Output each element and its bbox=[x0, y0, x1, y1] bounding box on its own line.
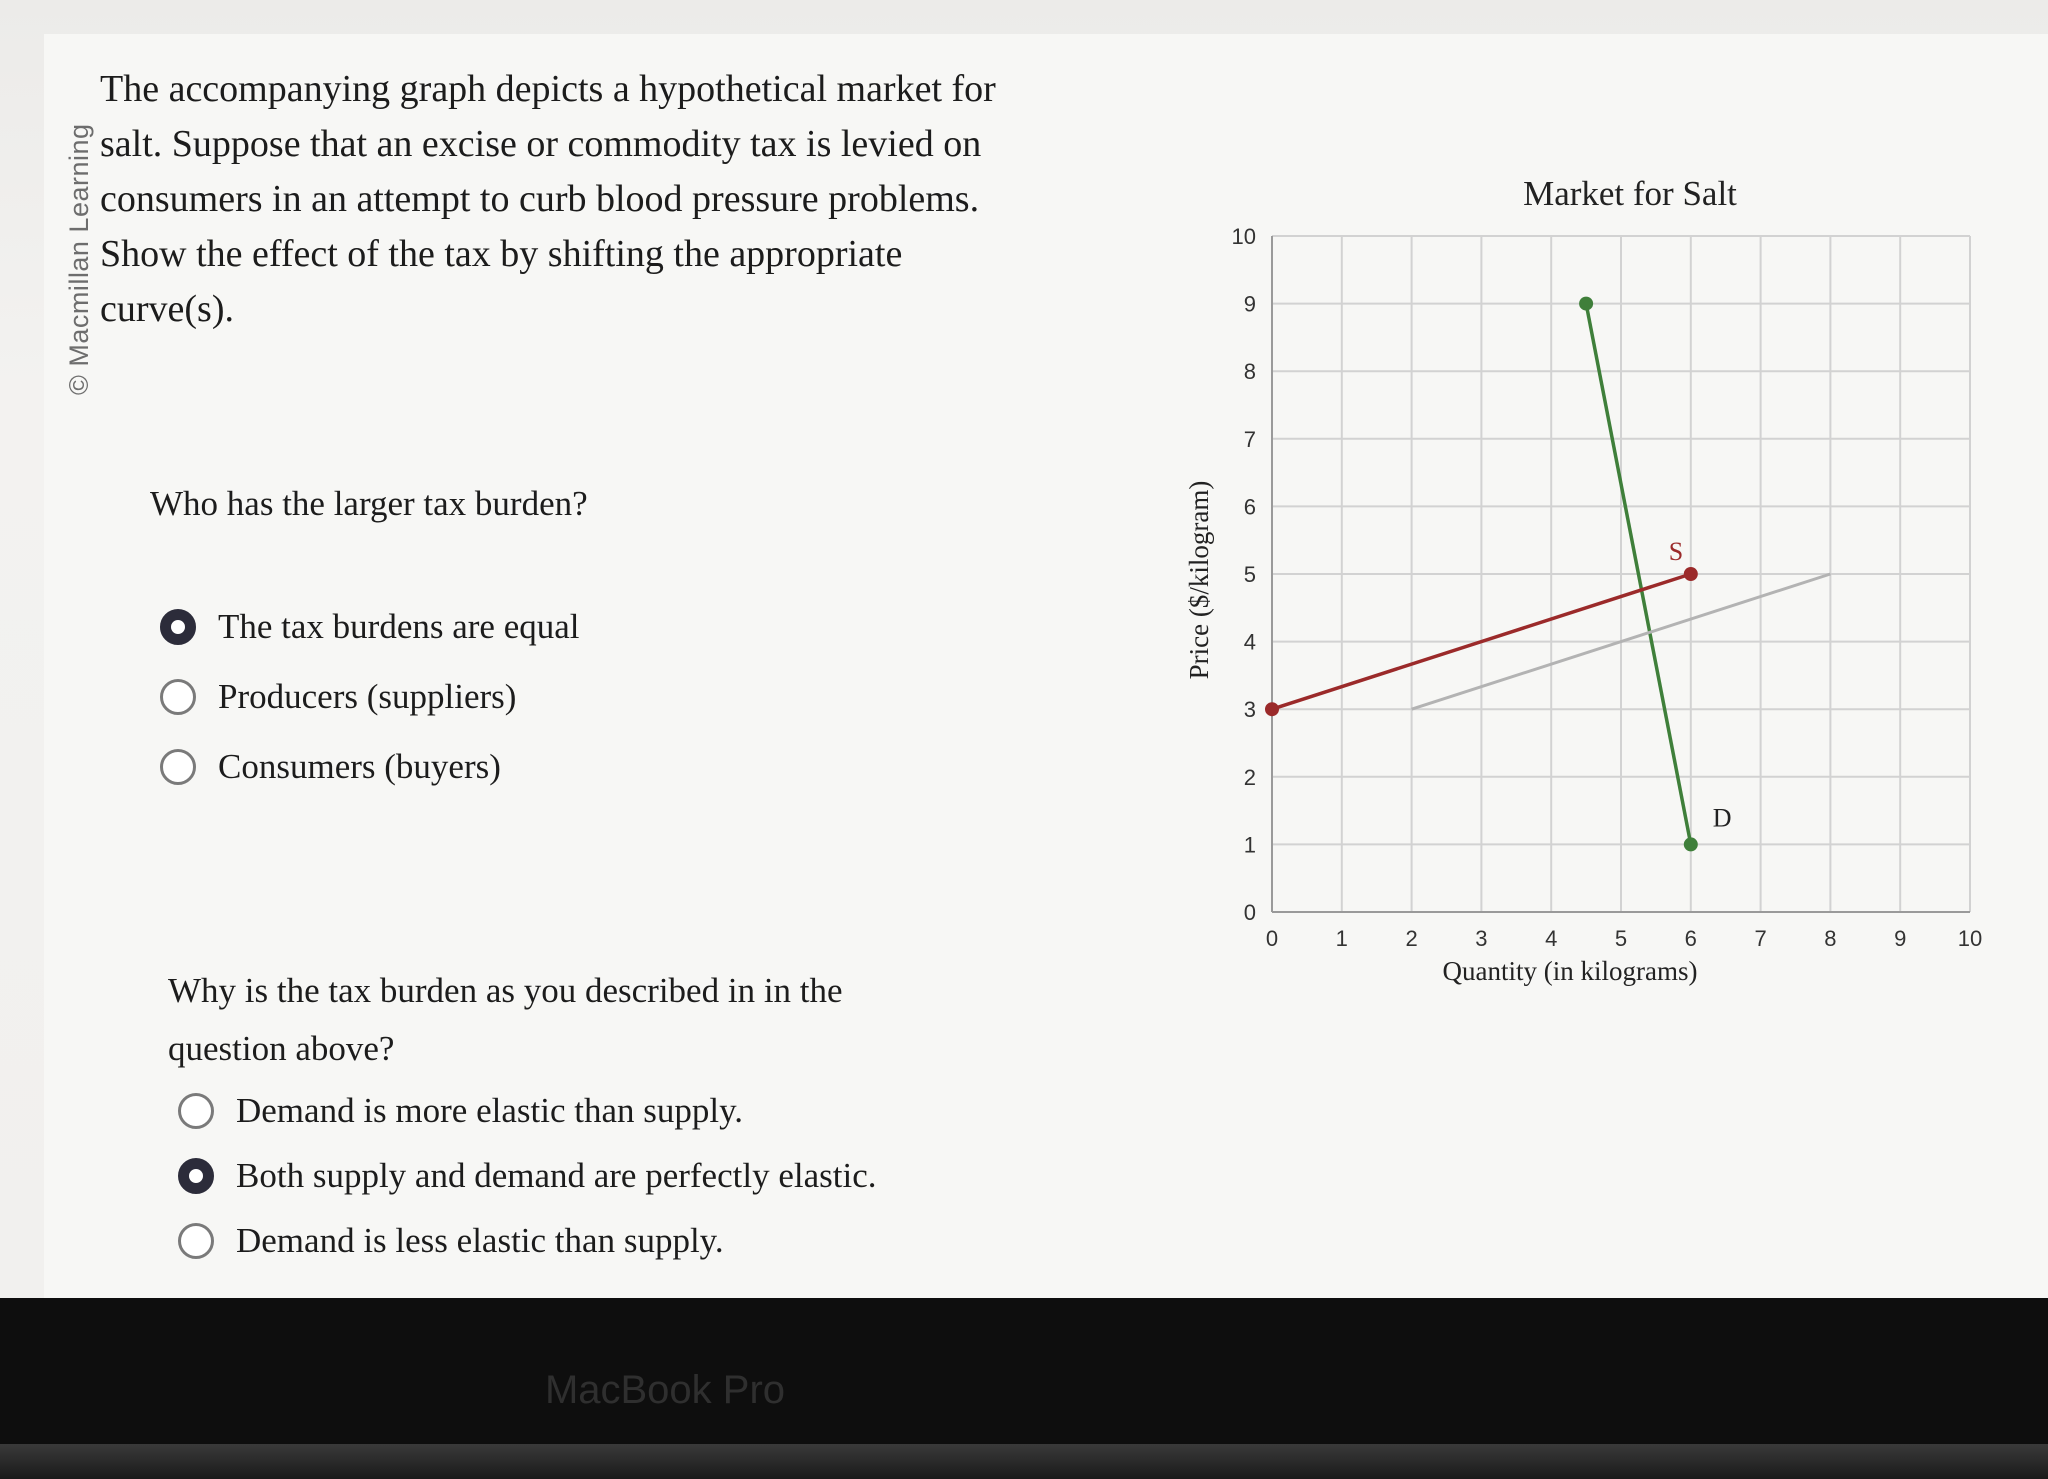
q2-option-demand-more-elastic[interactable] bbox=[178, 1078, 876, 1143]
x-axis-label: Quantity (in kilograms) bbox=[1442, 956, 1698, 986]
x-tick-label: 7 bbox=[1754, 926, 1767, 951]
y-tick-label: 3 bbox=[1243, 697, 1256, 723]
x-tick-label: 4 bbox=[1545, 926, 1558, 951]
bezel-label: MacBook Pro bbox=[544, 1368, 786, 1412]
radio-button[interactable] bbox=[178, 1223, 214, 1259]
question2-prompt: Why is the tax burden as you described in in the question above? bbox=[168, 971, 843, 1068]
y-tick-label: 9 bbox=[1243, 291, 1256, 317]
q2-option-perfectly-elastic[interactable] bbox=[178, 1143, 876, 1208]
radio-button[interactable] bbox=[160, 679, 196, 715]
y-tick-label: 8 bbox=[1243, 359, 1256, 385]
option-label: Demand is more elastic than supply. bbox=[236, 1090, 744, 1130]
chart-title: Market for Salt bbox=[1523, 174, 1737, 213]
radio-button[interactable] bbox=[160, 749, 196, 785]
x-tick-label: 8 bbox=[1824, 926, 1837, 951]
question2-options bbox=[178, 1078, 876, 1273]
y-tick-label: 0 bbox=[1243, 900, 1256, 925]
y-tick-label: 7 bbox=[1243, 426, 1256, 452]
market-chart[interactable] bbox=[1170, 160, 2030, 1020]
option-label: Producers (suppliers) bbox=[218, 677, 517, 716]
x-tick-label: 3 bbox=[1475, 926, 1488, 951]
y-tick-label: 1 bbox=[1243, 832, 1256, 858]
y-tick-label: 2 bbox=[1243, 764, 1256, 790]
x-tick-labels bbox=[1266, 926, 1982, 951]
x-tick-label: 5 bbox=[1614, 926, 1628, 951]
option-label: The tax burdens are equal bbox=[218, 607, 580, 646]
y-axis-label: Price ($/kilogram) bbox=[1184, 480, 1214, 680]
x-tick-label: 2 bbox=[1405, 926, 1418, 951]
x-tick-label: 1 bbox=[1335, 926, 1348, 951]
q1-option-producers[interactable] bbox=[160, 662, 580, 732]
curve-label-s: S bbox=[1668, 537, 1684, 566]
copyright-watermark: © Macmillan Learning bbox=[64, 123, 94, 395]
x-tick-label: 9 bbox=[1894, 926, 1907, 951]
option-label: Consumers (buyers) bbox=[218, 747, 501, 786]
q1-option-equal[interactable] bbox=[160, 592, 580, 662]
q2-option-demand-less-elastic[interactable] bbox=[178, 1208, 876, 1273]
curve-handle-point[interactable] bbox=[1579, 297, 1593, 311]
question1-prompt: Who has the larger tax burden? bbox=[150, 484, 588, 523]
radio-button[interactable] bbox=[178, 1158, 214, 1194]
chart-grid bbox=[1272, 236, 1970, 912]
curve-handle-point[interactable] bbox=[1684, 567, 1698, 581]
x-tick-label: 10 bbox=[1957, 926, 1983, 951]
question1-options bbox=[160, 592, 580, 802]
y-tick-label: 10 bbox=[1231, 224, 1256, 249]
laptop-bezel bbox=[0, 1298, 2048, 1479]
radio-button[interactable] bbox=[178, 1093, 214, 1129]
curve-label-d: D bbox=[1712, 803, 1732, 833]
bezel-edge bbox=[0, 1444, 2048, 1479]
curve-handle-point[interactable] bbox=[1684, 837, 1698, 851]
question-text: The accompanying graph depicts a hypothetical market for salt. Suppose that an excise or commodity tax is levied on consumers in an attempt to curb blood pressure problems. Show the effect of the tax by shifting the appropriate curve(s). bbox=[100, 68, 996, 330]
q1-option-consumers[interactable] bbox=[160, 732, 580, 802]
y-tick-label: 6 bbox=[1243, 494, 1256, 520]
x-tick-label: 0 bbox=[1265, 926, 1279, 951]
y-tick-label: 5 bbox=[1243, 562, 1256, 587]
y-tick-labels bbox=[1232, 224, 1256, 925]
y-tick-label: 4 bbox=[1243, 629, 1256, 655]
curve-handle-point[interactable] bbox=[1265, 702, 1279, 716]
option-label: Both supply and demand are perfectly elastic. bbox=[236, 1155, 877, 1195]
radio-button[interactable] bbox=[160, 609, 196, 645]
option-label: Demand is less elastic than supply. bbox=[236, 1220, 724, 1260]
x-tick-label: 6 bbox=[1684, 926, 1697, 951]
